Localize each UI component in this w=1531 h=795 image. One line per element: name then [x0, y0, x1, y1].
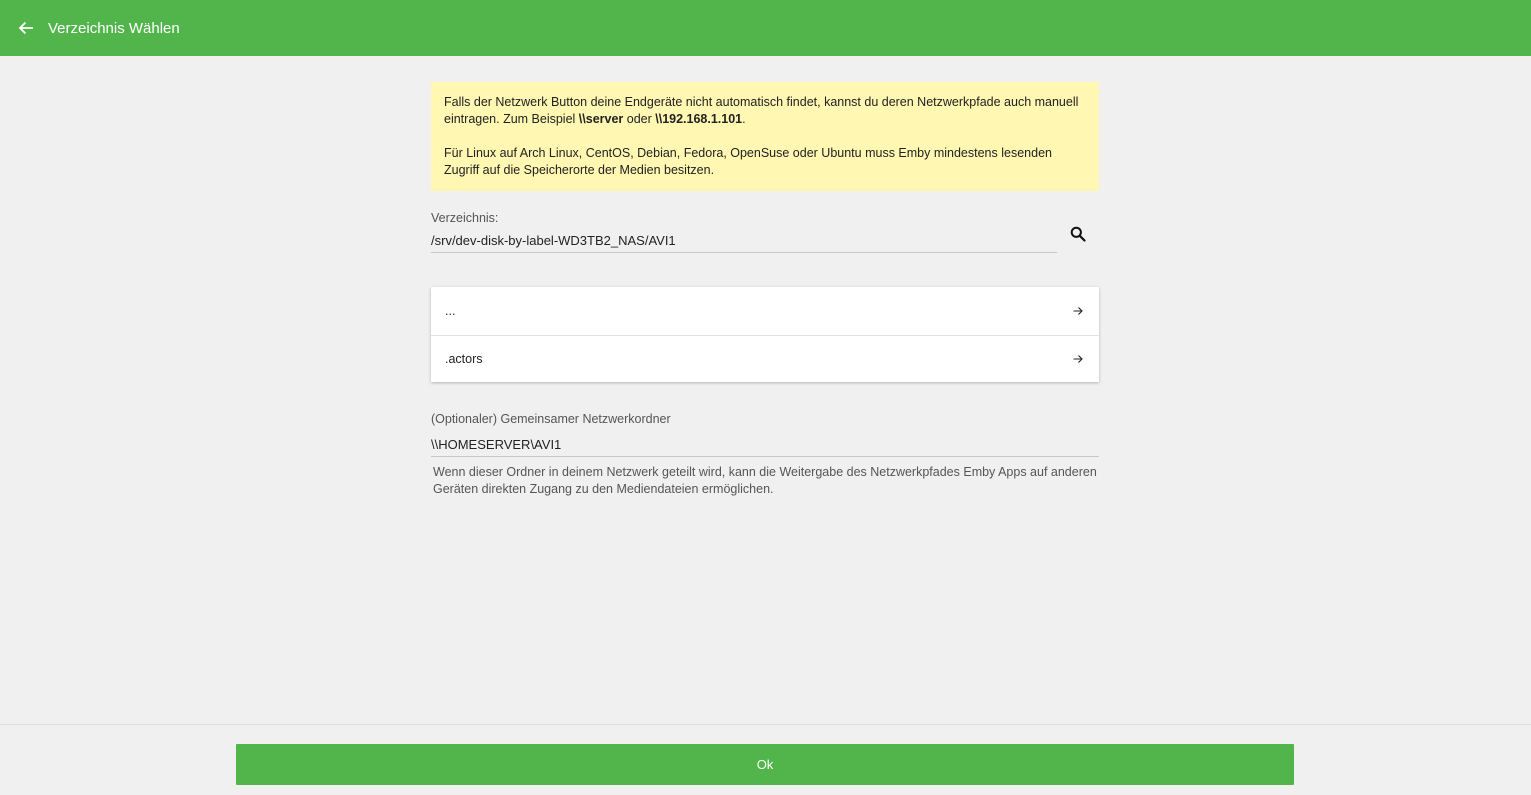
search-button[interactable]: [1068, 224, 1088, 244]
search-icon: [1070, 226, 1086, 242]
app-header: [0, 0, 1531, 56]
network-share-help: Wenn dieser Ordner in deinem Netzwerk geteilt wird, kann die Weitergabe des Netzwerkpfades Emby Apps auf anderen Geräten direkten Zugang zu den Mediendateien ermöglichen.: [433, 465, 1097, 496]
directory-input[interactable]: [431, 228, 1057, 253]
info-paragraph-1: Falls der Netzwerk Button deine Endgeräte nicht automatisch findet, kannst du deren Netzwerkpfade auch manuell eintragen. Zum Beispiel \\server oder \\192.168.1.101.: [444, 95, 1079, 126]
directory-label: Verzeichnis:: [431, 211, 499, 225]
info-box: [431, 82, 1099, 191]
list-item[interactable]: [431, 336, 1099, 382]
network-share-input[interactable]: [431, 432, 1099, 457]
footer: [0, 724, 1531, 795]
list-item-label: ...: [445, 304, 456, 318]
main-content: [431, 82, 1099, 496]
list-item-label: .actors: [445, 352, 483, 366]
back-button[interactable]: [14, 16, 38, 40]
arrow-right-icon: [1073, 353, 1085, 365]
arrow-right-icon: [1073, 305, 1085, 317]
network-share-label: (Optionaler) Gemeinsamer Netzwerkordner: [431, 412, 671, 426]
info-paragraph-2: Für Linux auf Arch Linux, CentOS, Debian, Fedora, OpenSuse oder Ubuntu muss Emby mindestens lesenden Zugriff auf die Speicherorte der Medien besitzen.: [444, 146, 1052, 177]
ok-button[interactable]: Ok: [236, 744, 1294, 785]
directory-list: [431, 287, 1099, 382]
example-ip: \\192.168.1.101: [655, 112, 743, 126]
example-server: \\server: [578, 112, 624, 126]
arrow-left-icon: [18, 20, 34, 36]
list-item[interactable]: [431, 287, 1099, 336]
directory-field: [431, 211, 1099, 265]
page-title: Verzeichnis Wählen: [48, 19, 180, 37]
network-share-field: [431, 412, 1099, 498]
